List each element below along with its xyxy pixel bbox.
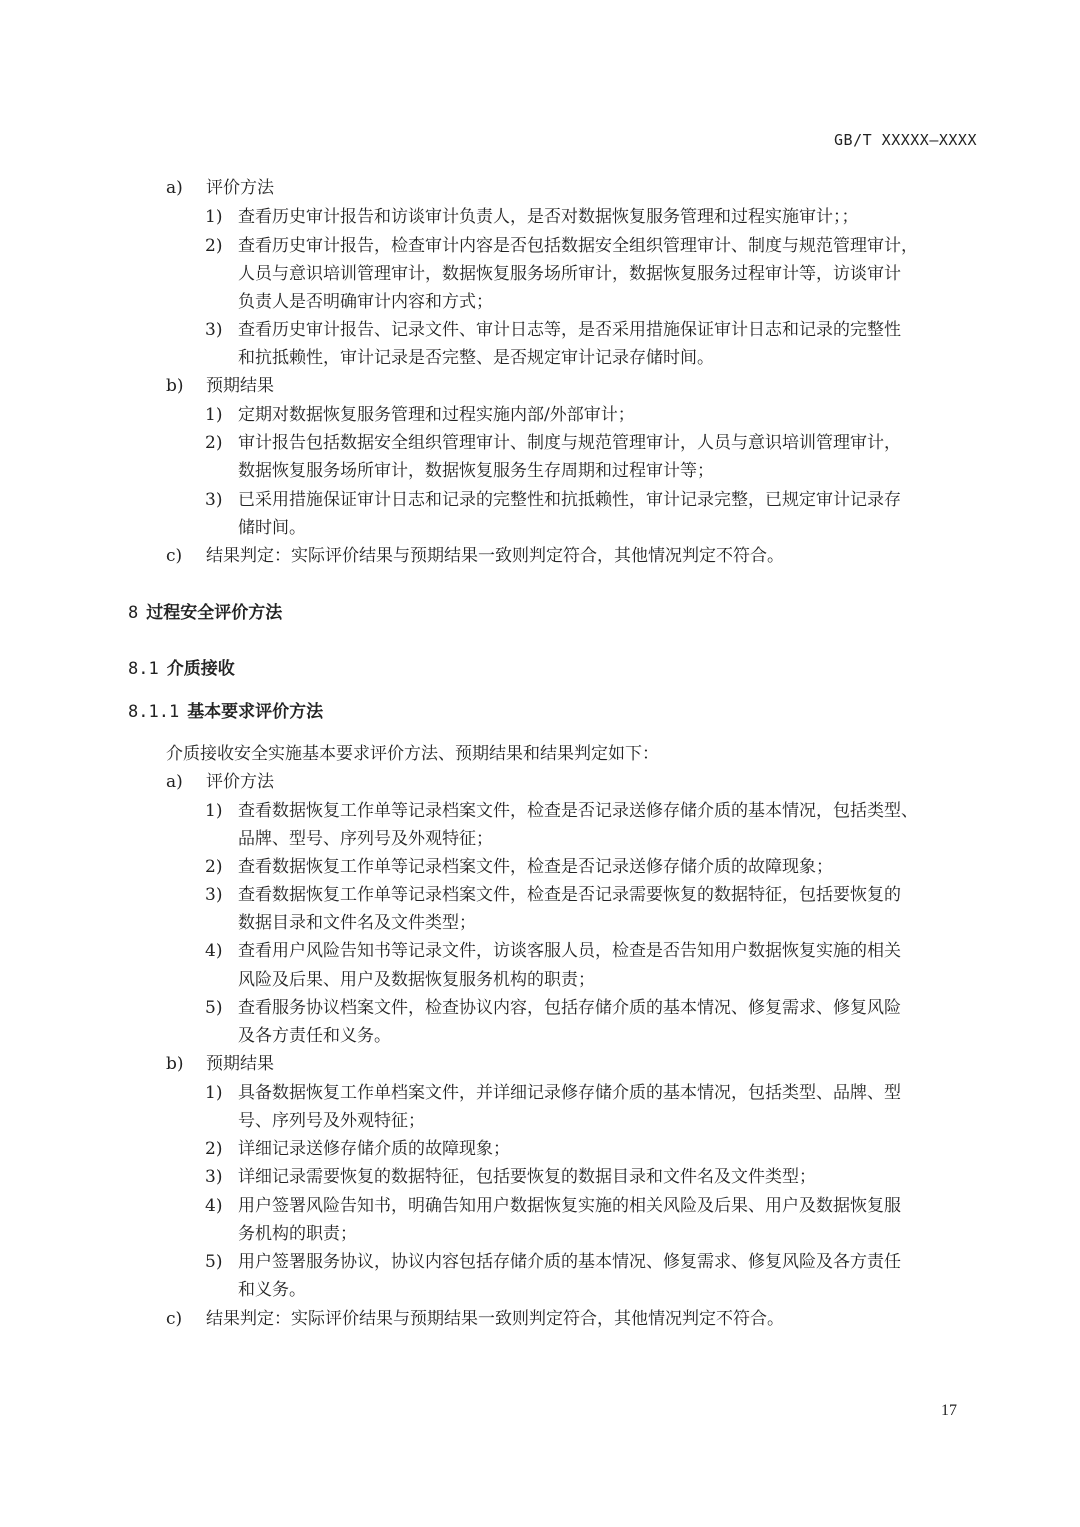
sub-item-text: 风险及后果、用户及数据恢复服务机构的职责； [238,970,595,990]
item-label: c) [166,546,183,566]
sub-item-number: 5) [205,1252,223,1272]
sub-item-text: 品牌、型号、序列号及外观特征； [238,829,493,849]
section-title: 介质接收 [166,659,235,679]
sub-item-number: 2) [205,236,223,256]
section-number: 8.1.1 [128,702,180,722]
section-number: 8.1 [128,659,159,679]
sub-item-text: 详细记录需要恢复的数据特征，包括要恢复的数据目录和文件名及文件类型； [238,1167,816,1187]
sub-item-text: 人员与意识培训管理审计，数据恢复服务场所审计，数据恢复服务过程审计等，访谈审计 [238,264,901,284]
sub-item-text: 查看数据恢复工作单等记录档案文件，检查是否记录送修存储介质的基本情况，包括类型、 [238,801,918,821]
result-judgement-text: 结果判定：实际评价结果与预期结果一致则判定符合，其他情况判定不符合。 [206,1309,784,1329]
sub-item-text: 审计报告包括数据安全组织管理审计、制度与规范管理审计，人员与意识培训管理审计， [238,433,901,453]
section-heading-8-1-1 [128,698,323,726]
sub-item-number: 3) [205,885,223,905]
sub-item-text: 查看用户风险告知书等记录文件，访谈客服人员，检查是否告知用户数据恢复实施的相关 [238,941,901,961]
item-label: a) [166,772,183,792]
sub-item-number: 4) [205,941,223,961]
sub-item-number: 5) [205,998,223,1018]
item-title: 评价方法 [206,772,274,792]
sub-item-text: 已采用措施保证审计日志和记录的完整性和抗抵赖性，审计记录完整，已规定审计记录存 [238,490,901,510]
sub-item-text: 数据恢复服务场所审计，数据恢复服务生存周期和过程审计等； [238,461,714,481]
sub-item-number: 1) [205,207,223,227]
sub-item-text: 定期对数据恢复服务管理和过程实施内部/外部审计； [238,405,635,425]
sub-item-text: 务机构的职责； [238,1224,357,1244]
item-label: b) [166,1054,184,1074]
sub-item-number: 4) [205,1196,223,1216]
sub-item-text: 数据目录和文件名及文件类型； [238,913,476,933]
sub-item-text: 查看服务协议档案文件，检查协议内容，包括存储介质的基本情况、修复需求、修复风险 [238,998,901,1018]
section-heading-8 [128,599,282,627]
sub-item-text: 负责人是否明确审计内容和方式； [238,292,493,312]
sub-item-text: 及各方责任和义务。 [238,1026,391,1046]
item-label: b) [166,376,184,396]
sub-item-text: 储时间。 [238,518,306,538]
sub-item-text: 查看数据恢复工作单等记录档案文件，检查是否记录送修存储介质的故障现象； [238,857,833,877]
section-heading-8-1 [128,655,235,683]
sub-item-number: 2) [205,857,223,877]
intro-paragraph: 介质接收安全实施基本要求评价方法、预期结果和结果判定如下： [166,744,659,764]
sub-item-number: 1) [205,1083,223,1103]
sub-item-number: 3) [205,1167,223,1187]
item-label: c) [166,1309,183,1329]
page-number: 17 [941,1402,957,1419]
sub-item-text: 用户签署风险告知书，明确告知用户数据恢复实施的相关风险及后果、用户及数据恢复服 [238,1196,901,1216]
sub-item-number: 3) [205,490,223,510]
sub-item-text: 查看历史审计报告和访谈审计负责人，是否对数据恢复服务管理和过程实施审计；； [238,207,859,227]
section-number: 8 [128,603,139,623]
sub-item-number: 1) [205,405,223,425]
result-judgement-text: 结果判定：实际评价结果与预期结果一致则判定符合，其他情况判定不符合。 [206,546,784,566]
sub-item-text: 用户签署服务协议，协议内容包括存储介质的基本情况、修复需求、修复风险及各方责任 [238,1252,901,1272]
sub-item-text: 具备数据恢复工作单档案文件，并详细记录修存储介质的基本情况，包括类型、品牌、型 [238,1083,901,1103]
document-code-header: GB/T XXXXX—XXXX [834,131,977,149]
section-title: 基本要求评价方法 [187,702,324,722]
sub-item-number: 2) [205,433,223,453]
sub-item-text: 号、序列号及外观特征； [238,1111,425,1131]
item-title: 预期结果 [206,376,274,396]
section-title: 过程安全评价方法 [146,603,283,623]
sub-item-text: 查看数据恢复工作单等记录档案文件，检查是否记录需要恢复的数据特征，包括要恢复的 [238,885,901,905]
sub-item-text: 和抗抵赖性，审计记录是否完整、是否规定审计记录存储时间。 [238,348,714,368]
item-title: 预期结果 [206,1054,274,1074]
sub-item-text: 和义务。 [238,1280,306,1300]
item-title: 评价方法 [206,178,274,198]
sub-item-number: 1) [205,801,223,821]
sub-item-text: 详细记录送修存储介质的故障现象； [238,1139,510,1159]
sub-item-number: 3) [205,320,223,340]
sub-item-text: 查看历史审计报告，检查审计内容是否包括数据安全组织管理审计、制度与规范管理审计， [238,236,918,256]
item-label: a) [166,178,183,198]
sub-item-text: 查看历史审计报告、记录文件、审计日志等，是否采用措施保证审计日志和记录的完整性 [238,320,901,340]
sub-item-number: 2) [205,1139,223,1159]
